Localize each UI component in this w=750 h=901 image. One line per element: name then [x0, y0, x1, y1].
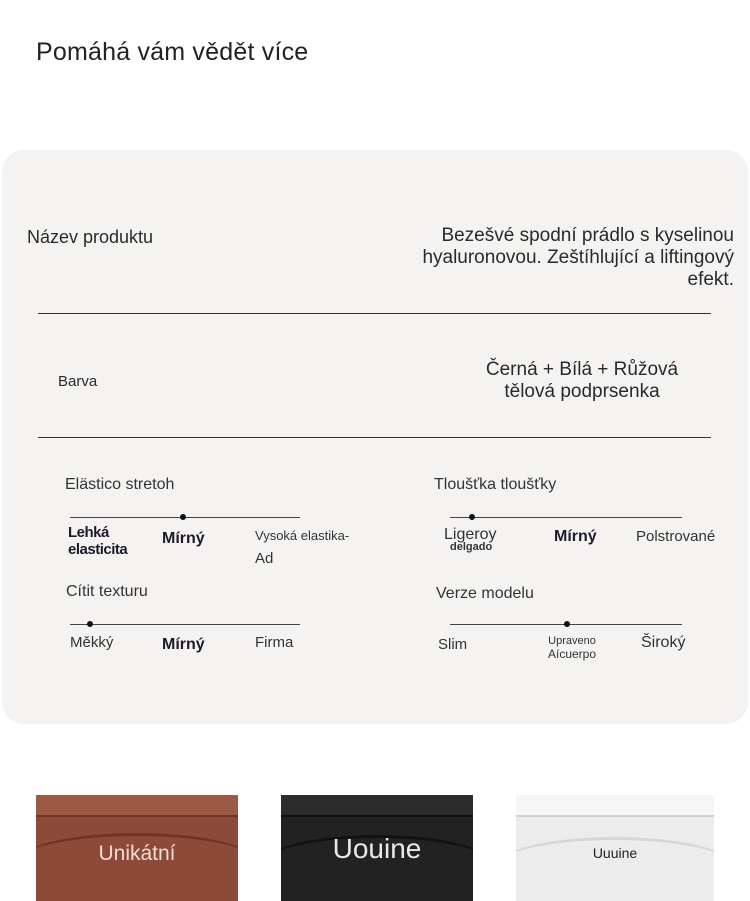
- thickness-option-moderate: Mírný: [554, 528, 597, 545]
- elasticity-option-moderate: Mírný: [162, 530, 205, 547]
- thickness-option-padded: Polstrované: [636, 528, 716, 545]
- swatch-white-label: Uuuine: [592, 845, 638, 861]
- thickness-option-light: [444, 526, 496, 551]
- thickness-marker: [469, 514, 475, 520]
- elasticity-marker: [180, 514, 186, 520]
- elasticity-option-light-line-1: Lehká: [68, 524, 109, 541]
- elasticity-title: Elästico stretoh: [65, 476, 175, 493]
- elasticity-option-high-line-2: Ad: [255, 550, 274, 567]
- page-heading: Pomáhá vám vědět více: [36, 38, 309, 66]
- swatch-black-label: Uouine: [332, 833, 422, 864]
- divider-2: [38, 437, 711, 438]
- swatch-brown-waistband: [36, 795, 238, 817]
- product-name-value: [422, 225, 734, 291]
- product-name-line-2: hyaluronovou. Zeštíhlující a liftingový: [422, 247, 734, 268]
- swatch-brown-label: Unikátní: [98, 842, 176, 865]
- elasticity-option-high: [255, 527, 349, 567]
- swatch-brown[interactable]: [36, 795, 238, 901]
- divider-1: [38, 313, 711, 314]
- color-value-line-1: Černá + Bílá + Růžová: [485, 359, 679, 380]
- fit-option-wide: Široký: [641, 634, 686, 651]
- texture-option-soft: Měkký: [70, 634, 114, 651]
- elasticity-option-light-line-2: elasticita: [68, 541, 128, 558]
- product-name-line-3: efekt.: [687, 269, 734, 290]
- thickness-option-light-line-1: Ligeroy: [444, 526, 497, 543]
- texture-title: Cítit texturu: [66, 583, 148, 600]
- texture-option-firm: Firma: [255, 634, 294, 651]
- swatch-black[interactable]: [281, 795, 473, 901]
- color-value-line-2: tělová podprsenka: [504, 381, 660, 402]
- elasticity-option-light: [68, 524, 127, 558]
- swatch-white[interactable]: [516, 795, 714, 901]
- color-value: [462, 359, 702, 403]
- product-info-card: [2, 150, 748, 724]
- swatch-white-waistband: [516, 795, 714, 817]
- fit-option-fitted-line-1: Upraveno: [548, 635, 596, 647]
- texture-track: [70, 624, 300, 625]
- swatch-black-waistband: [281, 795, 473, 817]
- texture-marker: [87, 621, 93, 627]
- thickness-track: [450, 517, 682, 518]
- color-label: Barva: [58, 373, 98, 390]
- thickness-option-light-line-2: delgado: [450, 541, 493, 553]
- thickness-title: Tloušťka tloušťky: [434, 476, 557, 493]
- elasticity-option-high-line-1: Vysoká elastika-: [255, 528, 350, 543]
- fit-option-fitted: [548, 635, 596, 661]
- product-name-label: Název produktu: [27, 227, 154, 247]
- fit-title: Verze modelu: [436, 585, 534, 602]
- fit-option-fitted-line-2: Aícuerpo: [548, 647, 597, 661]
- texture-option-moderate: Mírný: [162, 636, 205, 653]
- product-name-line-1: Bezešvé spodní prádlo s kyselinou: [441, 225, 734, 246]
- fit-option-slim: Slim: [438, 636, 468, 653]
- fit-marker: [564, 621, 570, 627]
